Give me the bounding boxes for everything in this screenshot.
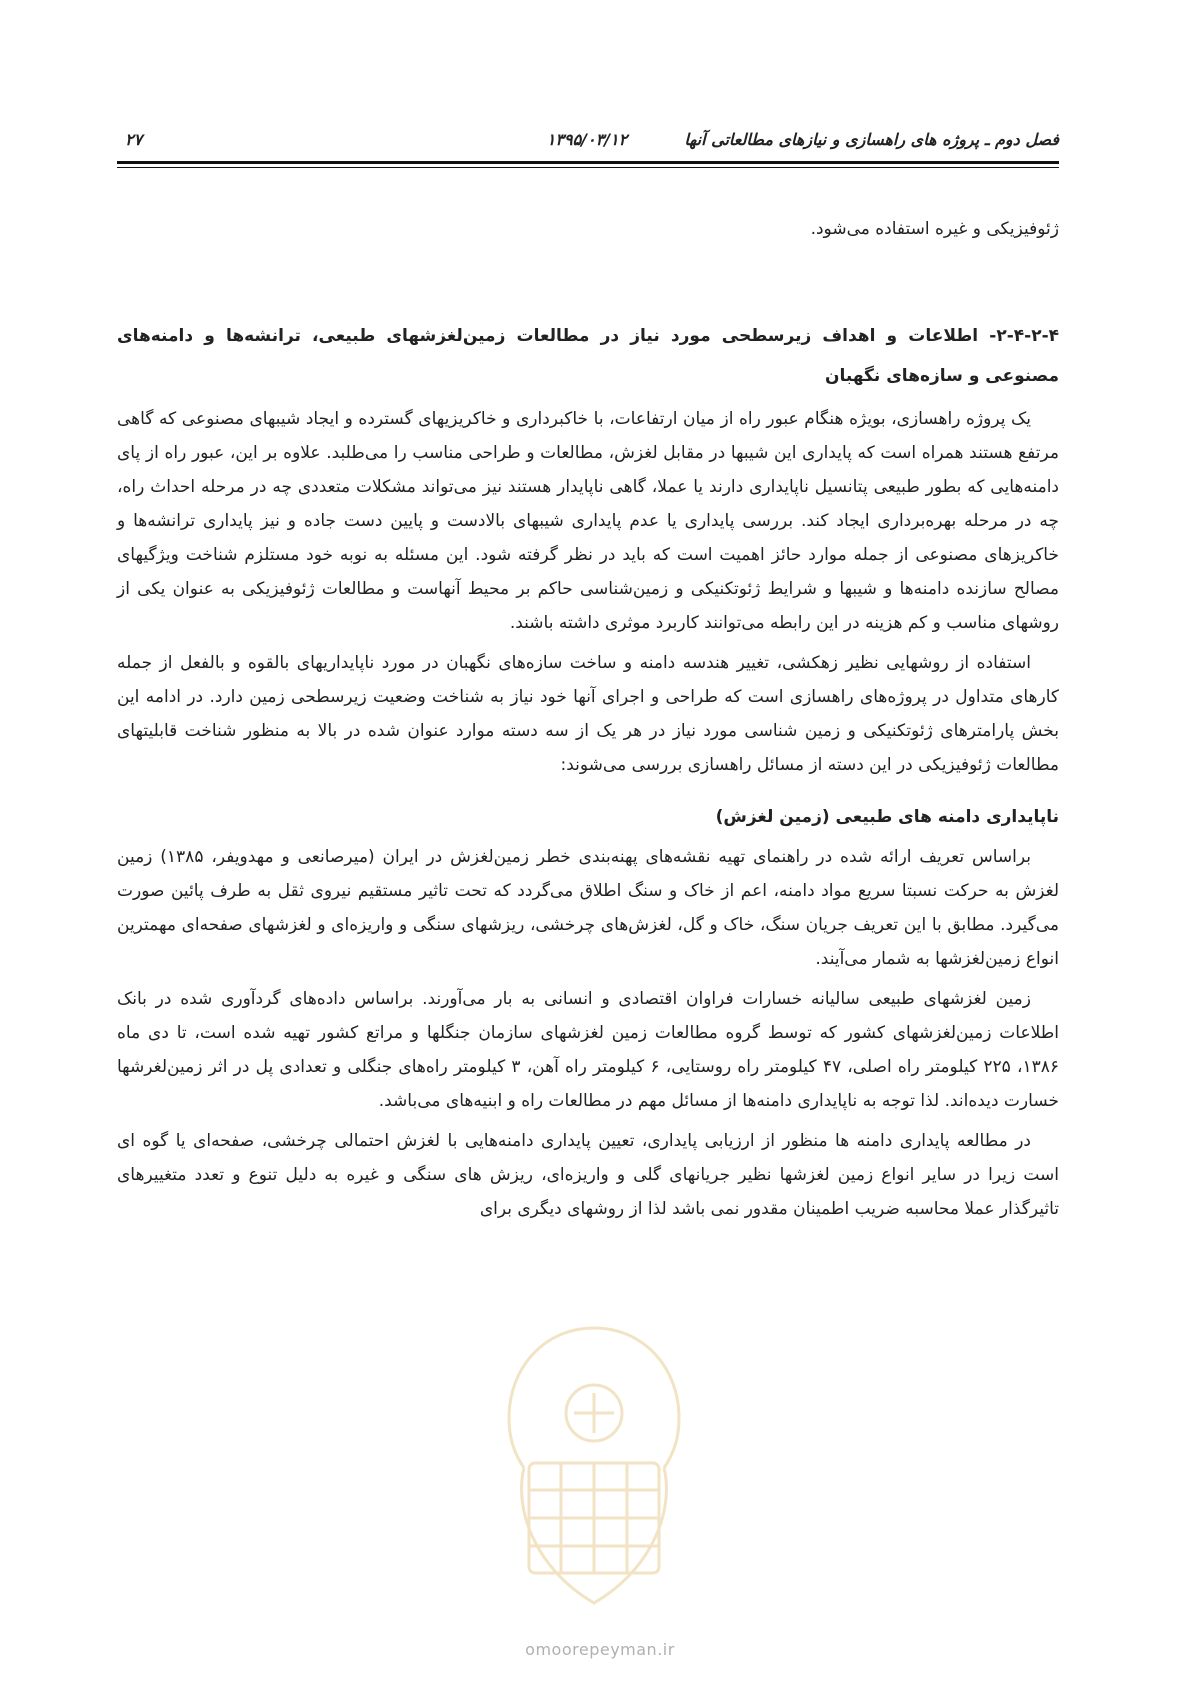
watermark-logo <box>484 1318 704 1618</box>
header-date: ۱۳۹۵/۰۳/۱۲ <box>546 130 628 149</box>
watermark-url: omoorepeyman.ir <box>525 1640 675 1659</box>
paragraph: زمین لغزشهای طبیعی سالیانه خسارات فراوان اقتصادی و انسانی به بار می‌آورند. براساس داده‌های گردآوری شده در بانک اطلاعات زمین‌لغزشهای کشور که توسط گروه مطالعات زمین لغزشهای سازمان جنگلها و مراتع کشور تهیه شده است، تا دی ماه ۱۳۸۶، ۲۲۵ کیلومتر راه اصلی، ۴۷ کیلومتر راه روستایی، ۶ کیلومتر راه آهن، ۳ کیلومتر راه‌های جنگلی و تعدادی پل در اثر زمین‌لغرشها خسارت دیده‌اند. لذا توجه به ناپایداری دامنه‌ها از مسائل مهم در مطالعات راه و ابنیه‌های می‌باشد. <box>117 989 1059 1111</box>
paragraph: در مطالعه پایداری دامنه ها منظور از ارزیابی پایداری، تعیین پایداری دامنه‌هایی با لغزش احتمالی چرخشی، صفحه‌ای یا گوه ای است زیرا در سایر انواع زمین لغزشها نظیر جریانهای گلی و واریزه‌ای، ریزش های سنگی و غیره به دلیل تنوع و تعدد متغییرهای تاثیرگذار عملا محاسبه ضریب اطمینان مقدور نمی باشد لذا از روشهای دیگری برای <box>117 1131 1059 1219</box>
header-rule-thick <box>117 161 1059 164</box>
body-text <box>117 212 1059 1226</box>
paragraph: براساس تعریف ارائه شده در راهنمای تهیه نقشه‌های پهنه‌بندی خطر زمین‌لغزش در ایران (میرصانعی و مهدویفر، ۱۳۸۵) زمین لغزش به حرکت نسبتا سریع مواد دامنه، اعم از خاک و سنگ اطلاق می‌گردد که تحت تاثیر مستقیم نیروی ثقل به طرف پائین صورت می‌گیرد. مطابق با این تعریف جریان سنگ، خاک و گل، لغزش‌های چرخشی، ریزشهای سنگی و واریزه‌ای و لغزشهای صفحه‌ای مهمترین انواع زمین‌لغزشها به شمار می‌آیند. <box>117 847 1059 969</box>
subsection-heading: ناپایداری دامنه های طبیعی (زمین لغزش) <box>715 807 1059 827</box>
section-heading: ۲-۴-۲-۴- اطلاعات و اهداف زیرسطحی مورد نیاز در مطالعات زمین‌لغزشهای طبیعی، ترانشه‌ها و دامنه‌های مصنوعی و سازه‌های نگهبان <box>117 326 1059 386</box>
page-header <box>117 128 1059 158</box>
continuation-paragraph: ژئوفیزیکی و غیره استفاده می‌شود. <box>810 219 1059 239</box>
chapter-title: فصل دوم ـ پروژه های راهسازی و نیازهای مطالعاتی آنها <box>684 130 1059 149</box>
paragraph: یک پروژه راهسازی، بویژه هنگام عبور راه از میان ارتفاعات، با خاکبرداری و خاکریزیهای گسترده و ایجاد شیبهای مصنوعی که گاهی مرتفع هستند همراه است که پایداری این شیبها در مقابل لغزش، مطالعات و طراحی مناسب را می‌طلبد. علاوه بر این، عبور راه از پای دامنه‌هایی که بطور طبیعی پتانسیل ناپایداری دارند یا عملا، گاهی ناپایدار هستند نیز می‌تواند مشکلات متعددی چه در مرحله احداث راه، چه در مرحله بهره‌برداری ایجاد کند. بررسی پایداری یا عدم پایداری شیبهای بالادست و پایین دست جاده و نیز پایداری ترانشه‌ها و خاکریزهای مصنوعی از جمله موارد حائز اهمیت است که باید در نظر گرفته شود. این مسئله به نوبه خود مستلزم شناخت ویژگیهای مصالح سازنده دامنه‌ها و شیبها و شرایط ژئوتکنیکی و زمین‌شناسی حاکم بر محیط آنهاست و مطالعات ژئوفیزیکی به عنوان یکی از روشهای مناسب و کم هزینه در این رابطه می‌توانند کاربرد موثری داشته باشند. <box>117 409 1059 633</box>
header-rule-thin <box>117 167 1059 168</box>
page-number: ۲۷ <box>125 130 143 149</box>
paragraph: استفاده از روشهایی نظیر زهکشی، تغییر هندسه دامنه و ساخت سازه‌های نگهبان در مورد ناپایداریهای بالقوه و بالفعل از جمله کارهای متداول در پروژه‌های راهسازی است که طراحی و اجرای آنها خود نیاز به شناخت وضعیت زیرسطحی زمین دارد. در ادامه این بخش پارامترهای ژئوتکنیکی و زمین شناسی مورد نیاز در هر یک از سه دسته موارد عنوان شده در بالا به منظور شناخت قابلیتهای مطالعات ژئوفیزیکی در این دسته از مسائل راهسازی بررسی می‌شوند: <box>117 653 1059 775</box>
